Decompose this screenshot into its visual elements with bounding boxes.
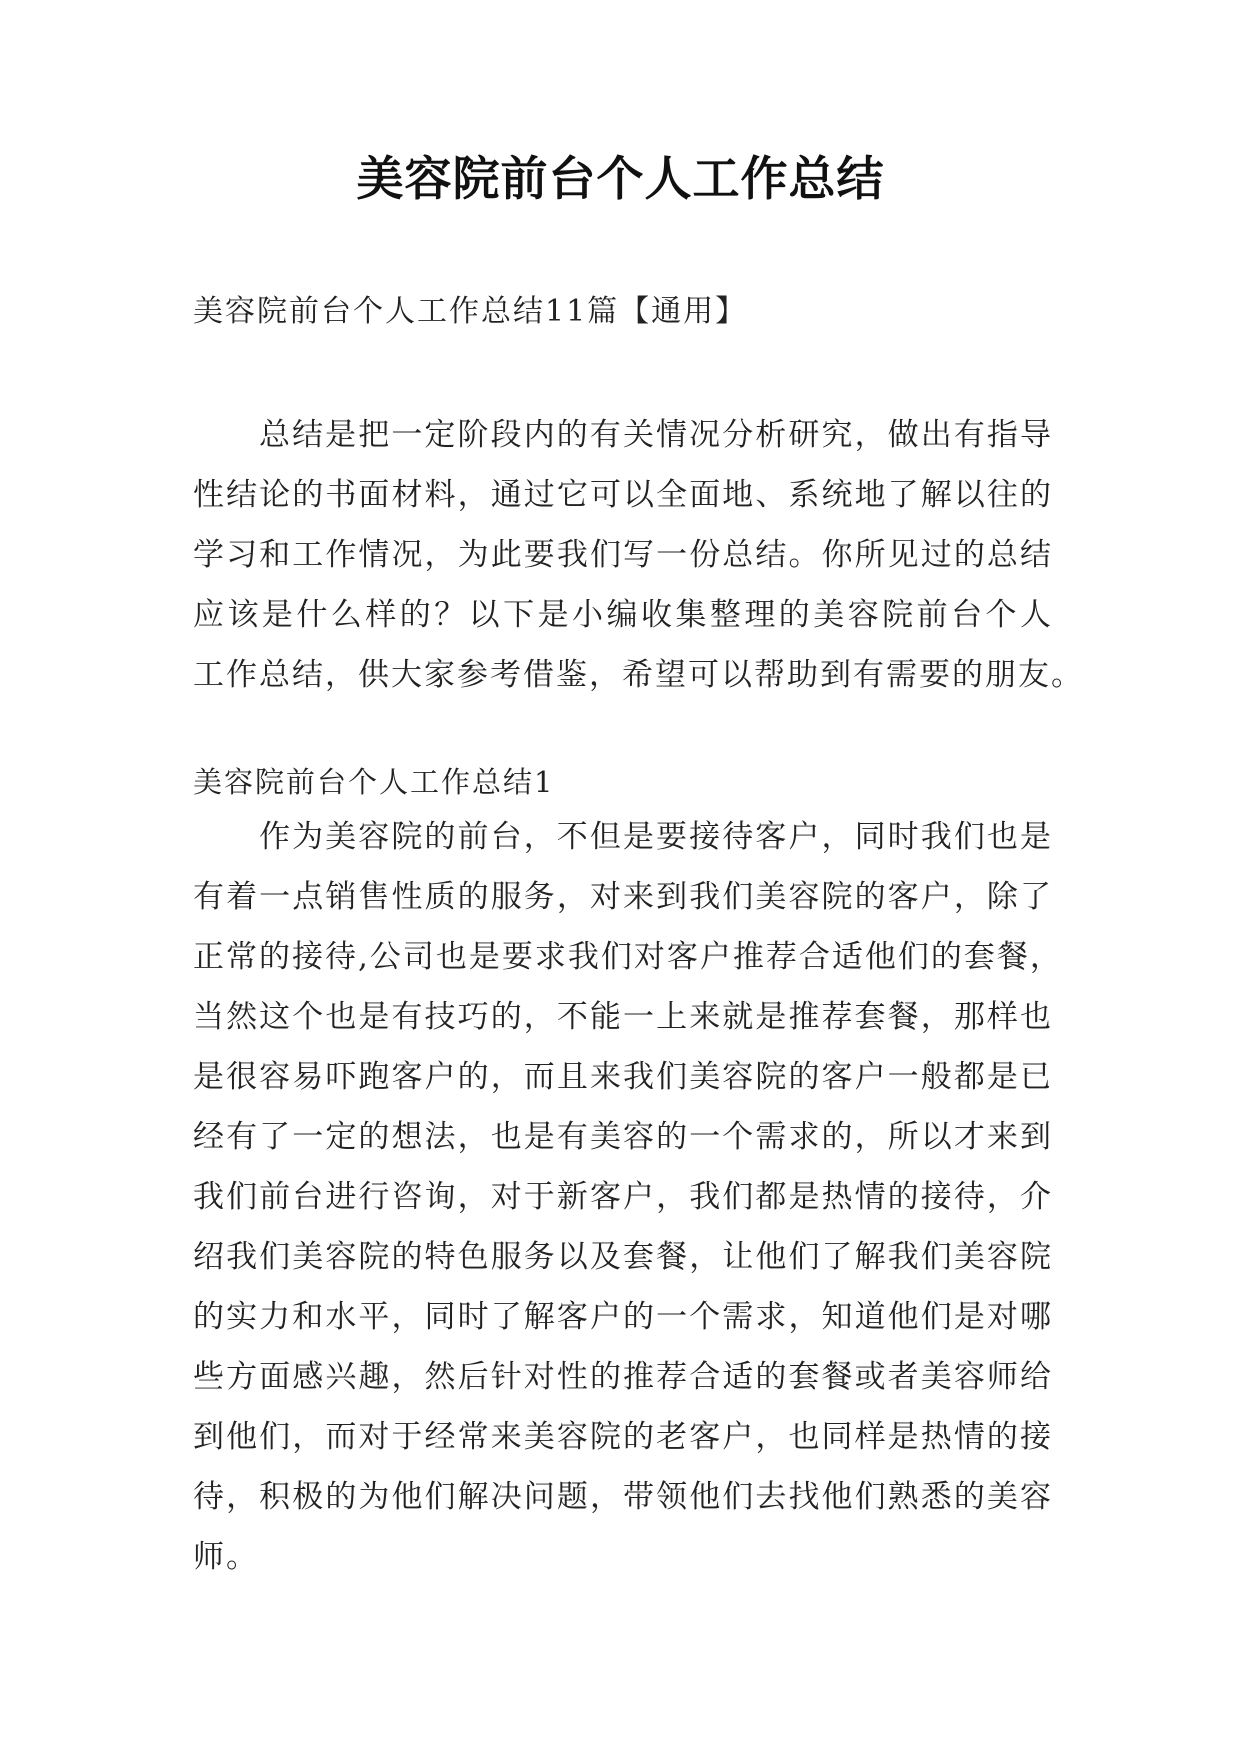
section-1-paragraph: [193, 807, 1063, 1587]
body-line: 正常的接待,公司也是要求我们对客户推荐合适他们的套餐，: [193, 939, 1063, 975]
body-line: 的实力和水平，同时了解客户的一个需求，知道他们是对哪: [193, 1299, 1053, 1335]
body-line: 待，积极的为他们解决问题，带领他们去找他们熟悉的美容: [193, 1479, 1053, 1515]
body-line: 师。: [193, 1539, 259, 1575]
intro-line: 性结论的书面材料，通过它可以全面地、系统地了解以往的: [193, 477, 1053, 513]
body-line: 些方面感兴趣，然后针对性的推荐合适的套餐或者美容师给: [193, 1359, 1053, 1395]
document-title: 美容院前台个人工作总结: [356, 152, 885, 207]
body-line: 作为美容院的前台，不但是要接待客户，同时我们也是: [259, 819, 1053, 855]
intro-line: 学习和工作情况，为此要我们写一份总结。你所见过的总结: [193, 537, 1053, 573]
body-line: 有着一点销售性质的服务，对来到我们美容院的客户，除了: [193, 879, 1053, 915]
intro-line: 总结是把一定阶段内的有关情况分析研究，做出有指导: [259, 417, 1053, 453]
intro-line: 应该是什么样的？以下是小编收集整理的美容院前台个人: [193, 597, 1053, 633]
body-line: 我们前台进行咨询，对于新客户，我们都是热情的接待，介: [193, 1179, 1053, 1215]
body-line: 绍我们美容院的特色服务以及套餐，让他们了解我们美容院: [193, 1239, 1053, 1275]
document-subtitle: 美容院前台个人工作总结11篇【通用】: [193, 294, 748, 329]
section-heading: 美容院前台个人工作总结1: [193, 765, 555, 799]
body-line: 是很容易吓跑客户的，而且来我们美容院的客户一般都是已: [193, 1059, 1053, 1095]
body-line: 到他们，而对于经常来美容院的老客户，也同样是热情的接: [193, 1419, 1053, 1455]
body-line: 当然这个也是有技巧的，不能一上来就是推荐套餐，那样也: [193, 999, 1053, 1035]
intro-paragraph: [193, 405, 1084, 705]
intro-line: 工作总结，供大家参考借鉴，希望可以帮助到有需要的朋友。: [193, 657, 1084, 693]
body-line: 经有了一定的想法，也是有美容的一个需求的，所以才来到: [193, 1119, 1053, 1155]
